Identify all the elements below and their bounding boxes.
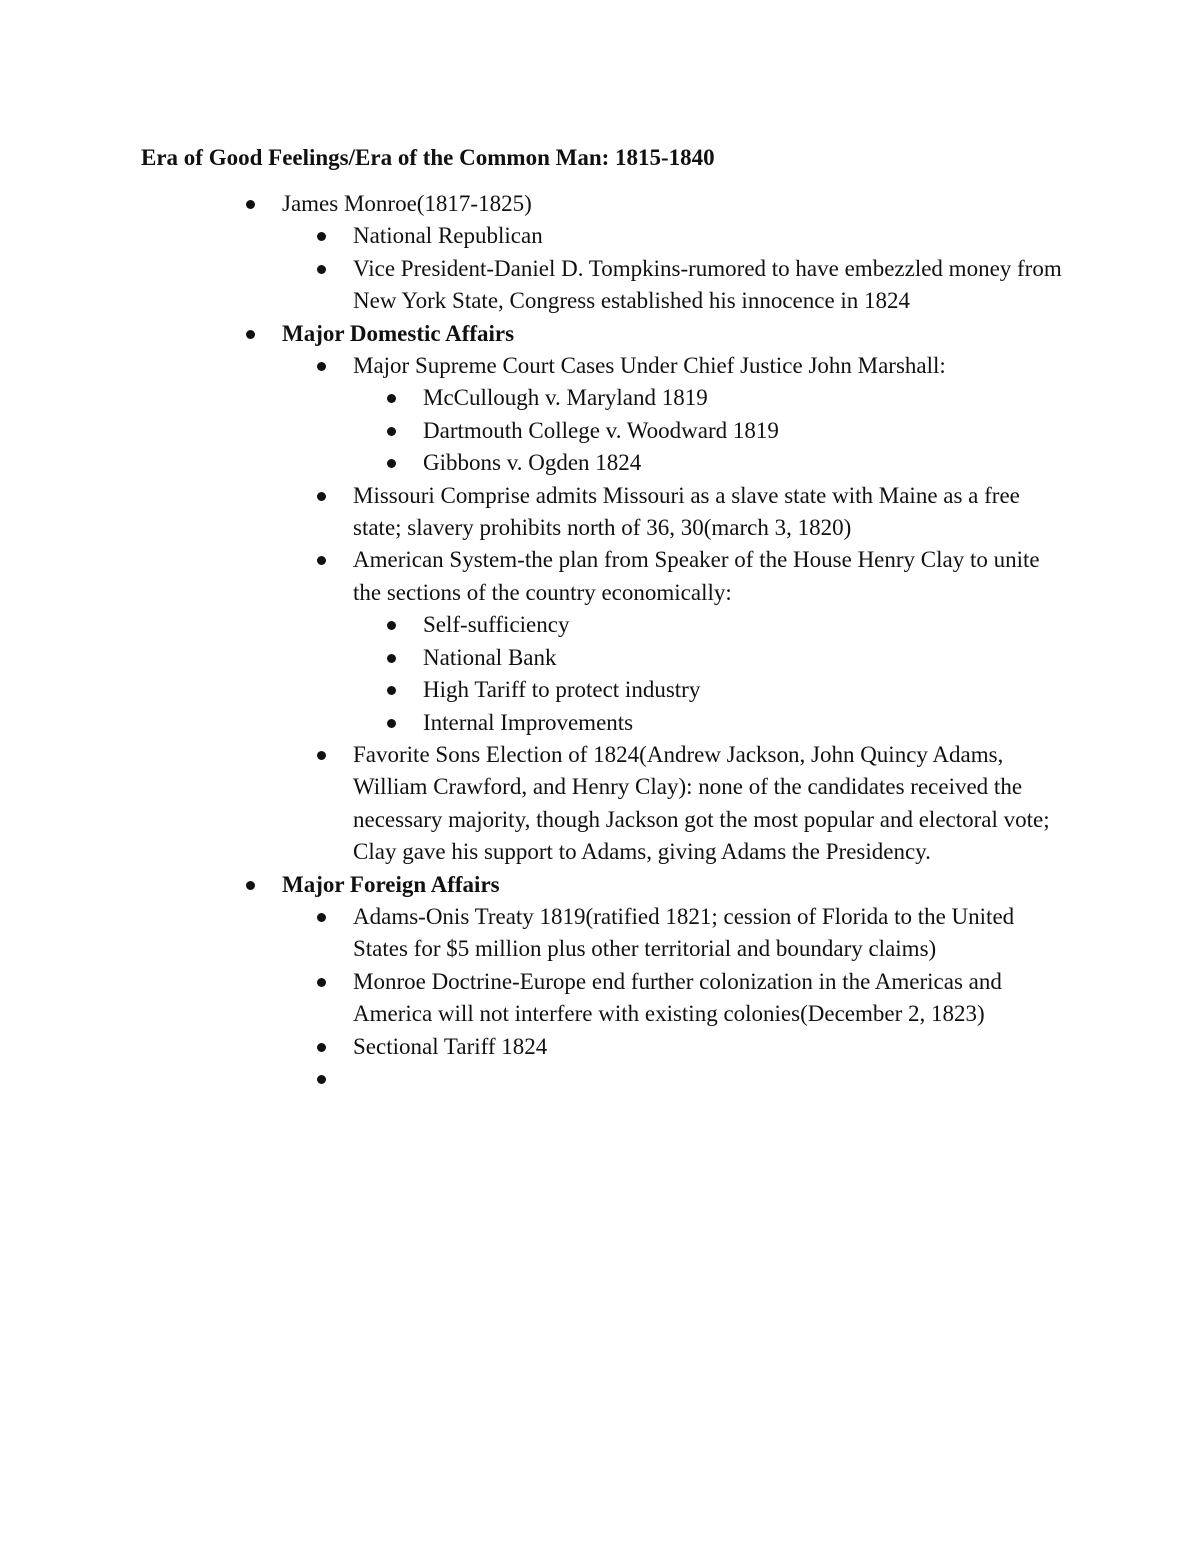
outline-item: [0, 188, 1062, 220]
bullet-icon: [246, 200, 255, 209]
section-heading-foreign: [0, 869, 1062, 901]
outline-item-text: Major Supreme Court Cases Under Chief Justice John Marshall:: [353, 353, 946, 379]
outline-item-text: Internal Improvements: [423, 709, 634, 735]
outline-item: [0, 674, 1063, 706]
outline-item: [0, 480, 1063, 545]
outline-item-text: Dartmouth College v. Woodward 1819: [423, 417, 779, 443]
outline-item-text: Sectional Tariff 1824: [353, 1033, 548, 1059]
bullet-icon: [317, 1075, 326, 1084]
bullet-icon: [317, 751, 326, 760]
bullet-icon: [246, 330, 255, 339]
outline-item: [0, 544, 1063, 609]
outline-item-text: Favorite Sons Election of 1824(Andrew Jackson, John Quincy Adams, William Crawford, and Henry Clay): none of the candidates received the necessary majority, though Jackson got the most popular and electoral vote; Clay gave his support to Adams, giving Adams the Presidency.: [353, 741, 1050, 865]
outline-item-text: [353, 1063, 1063, 1095]
bullet-icon: [246, 881, 255, 890]
outline-item: [0, 707, 1063, 739]
bullet-icon: [387, 654, 396, 663]
outline-item: [0, 901, 1063, 966]
outline-list: [0, 188, 1200, 1095]
bullet-icon: [317, 265, 326, 274]
outline-item: [0, 447, 1063, 479]
outline-item-text: Missouri Comprise admits Missouri as a slave state with Maine as a free state; slavery prohibits north of 36, 30(march 3, 1820): [353, 482, 1020, 541]
outline-item-text: National Republican: [353, 223, 543, 249]
outline-item: [0, 253, 1063, 318]
outline-item-text: National Bank: [423, 644, 557, 670]
outline-item: [0, 415, 1063, 447]
bullet-icon: [387, 459, 396, 468]
outline-item-text: Vice President-Daniel D. Tompkins-rumored to have embezzled money from New York State, Congress established his innocence in 1824: [353, 255, 1062, 314]
outline-item-empty: [0, 1063, 1063, 1095]
outline-item-text: Gibbons v. Ogden 1824: [423, 450, 642, 476]
bullet-icon: [317, 556, 326, 565]
bullet-icon: [387, 394, 396, 403]
bullet-icon: [317, 1043, 326, 1052]
bullet-icon: [317, 978, 326, 987]
outline-item-text: Self-sufficiency: [423, 612, 570, 638]
outline-item-text: High Tariff to protect industry: [423, 677, 701, 703]
outline-item-text: Major Foreign Affairs: [282, 871, 500, 897]
bullet-icon: [387, 621, 396, 630]
bullet-icon: [317, 492, 326, 501]
bullet-icon: [387, 719, 396, 728]
outline-item: [0, 966, 1063, 1031]
bullet-icon: [387, 686, 396, 695]
outline-item: [0, 350, 1063, 382]
outline-item-text: Adams-Onis Treaty 1819(ratified 1821; cession of Florida to the United States for $5 million plus other territorial and boundary claims): [353, 903, 1015, 962]
outline-item: [0, 220, 1063, 252]
outline-item-text: Major Domestic Affairs: [282, 320, 515, 346]
outline-item-text: McCullough v. Maryland 1819: [423, 385, 708, 411]
outline-item-text: American System-the plan from Speaker of the House Henry Clay to unite the sections of the country economically:: [353, 547, 1040, 605]
bullet-icon: [317, 232, 326, 241]
bullet-icon: [317, 362, 326, 371]
bullet-icon: [387, 427, 396, 436]
section-heading-domestic: [0, 318, 1062, 350]
outline-item: [0, 739, 1063, 869]
outline-item: [0, 609, 1063, 641]
bullet-icon: [317, 913, 326, 922]
outline-item: [0, 642, 1063, 674]
outline-item-text: James Monroe(1817-1825): [282, 191, 532, 216]
outline-item: [0, 382, 1063, 414]
outline-item: [0, 1031, 1063, 1063]
outline-item-text: Monroe Doctrine-Europe end further colonization in the Americas and America will not interfere with existing colonies(December 2, 1823): [353, 968, 1002, 1027]
document-title: Era of Good Feelings/Era of the Common Man: 1815-1840: [141, 145, 715, 170]
